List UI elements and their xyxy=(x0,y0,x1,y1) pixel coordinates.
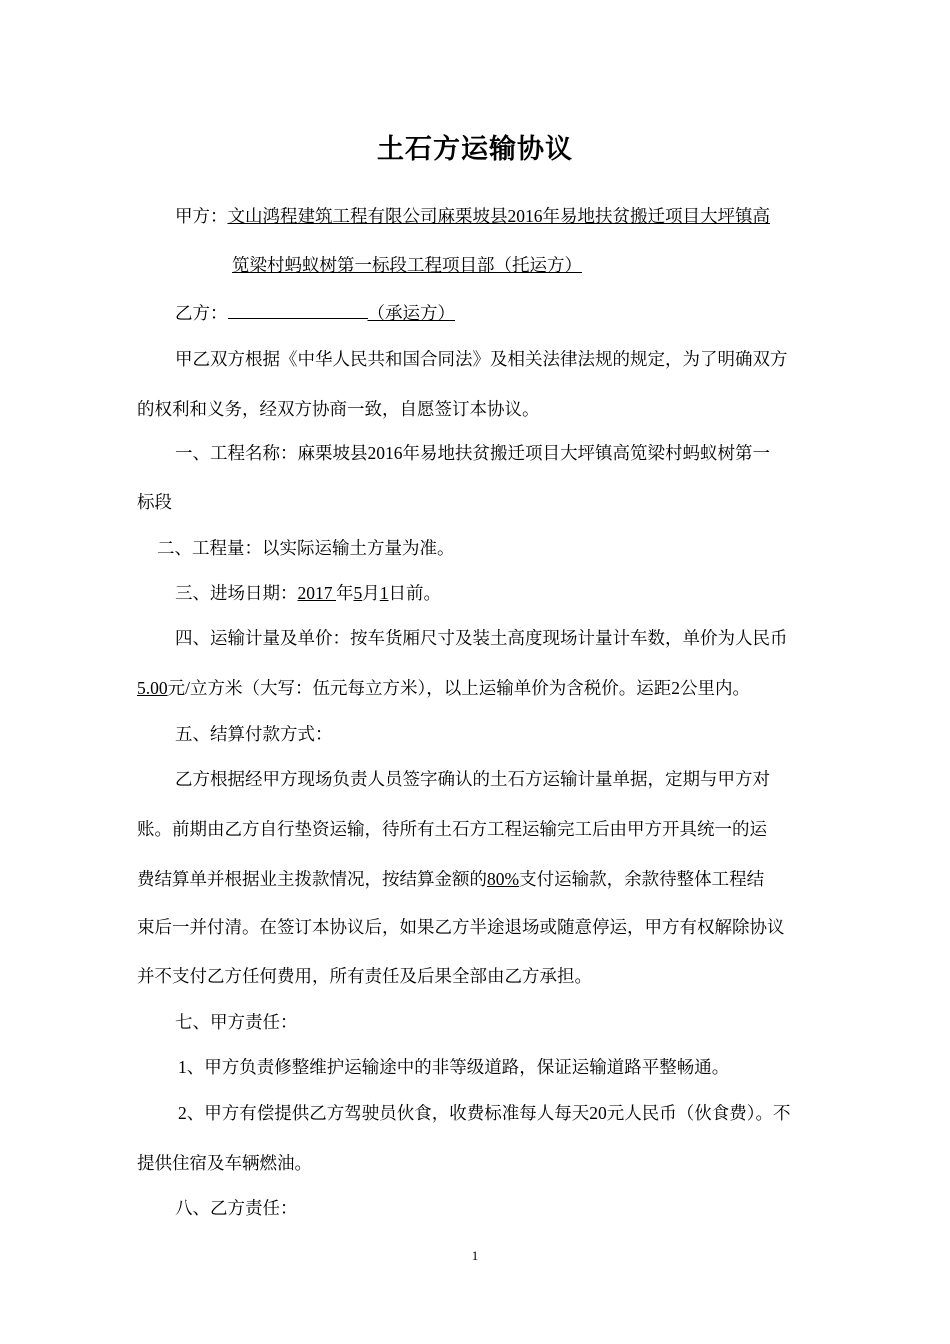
clause3-line xyxy=(175,581,441,605)
party-a-name: 文山鸿程建筑工程有限公司麻栗坡县2016年易地扶贫搬迁项目大坪镇高 xyxy=(227,206,770,226)
clause3-day: 1 xyxy=(379,583,389,603)
party-a-line2 xyxy=(232,253,582,277)
clause2-line: 二、工程量：以实际运输土方量为准。 xyxy=(157,538,455,558)
clause7-item2-line2: 提供住宿及车辆燃油。 xyxy=(137,1153,312,1173)
clause5-line2: 账。前期由乙方自行垫资运输，待所有土石方工程运输完工后由甲方开具统一的运 xyxy=(137,819,767,839)
intro-line1: 甲乙双方根据《中华人民共和国合同法》及相关法律法规的规定，为了明确双方 xyxy=(175,349,788,369)
document-title: 土石方运输协议 xyxy=(377,134,573,165)
clause5-line4: 束后一并付清。在签订本协议后，如果乙方半途退场或随意停运，甲方有权解除协议 xyxy=(137,917,785,937)
party-b-blank xyxy=(228,302,368,319)
party-b-label: 乙方： xyxy=(175,303,228,323)
clause7-item2-line1: 2、甲方有偿提供乙方驾驶员伙食，收费标准每人每天20元人民币（伙食费）。不 xyxy=(178,1103,791,1123)
clause5-percent: 80% xyxy=(487,869,520,889)
clause5-line3-pre: 费结算单并根据业主拨款情况，按结算金额的 xyxy=(137,869,487,889)
clause1-line2: 标段 xyxy=(137,492,172,512)
clause7-item1: 1、甲方负责修整维护运输途中的非等级道路，保证运输道路平整畅通。 xyxy=(178,1057,730,1077)
party-b-line xyxy=(175,301,455,325)
clause5-line1: 乙方根据经甲方现场负责人员签字确认的土石方运输计量单据，定期与甲方对 xyxy=(175,769,770,789)
party-a-name-cont: 笕梁村蚂蚁树第一标段工程项目部（托运方） xyxy=(232,255,582,275)
clause8-heading: 八、乙方责任： xyxy=(175,1198,298,1218)
clause4-line1: 四、运输计量及单价：按车货厢尺寸及装土高度现场计量计车数，单价为人民币 xyxy=(175,628,788,648)
clause4-line2 xyxy=(137,676,750,700)
party-b-role: （承运方） xyxy=(367,303,455,323)
intro-line2: 的权利和义务，经双方协商一致，自愿签订本协议。 xyxy=(137,399,540,419)
clause3-suffix: 日前。 xyxy=(388,583,442,603)
page-number: 1 xyxy=(471,1248,479,1263)
clause3-month-unit: 月 xyxy=(362,583,380,603)
clause1-line1: 一、工程名称：麻栗坡县2016年易地扶贫搬迁项目大坪镇高笕梁村蚂蚁树第一 xyxy=(175,443,770,463)
clause4-line2-rest: 元/立方米（大写：伍元每立方米），以上运输单价为含税价。运距2公里内。 xyxy=(167,678,750,698)
party-a-line1 xyxy=(175,204,770,228)
clause5-line3 xyxy=(137,867,764,891)
clause7-heading: 七、甲方责任： xyxy=(175,1012,298,1032)
party-a-label: 甲方： xyxy=(175,206,228,226)
clause5-line3-post: 支付运输款，余款待整体工程结 xyxy=(519,869,765,889)
clause5-line5: 并不支付乙方任何费用，所有责任及后果全部由乙方承担。 xyxy=(137,966,592,986)
clause3-month: 5 xyxy=(353,583,363,603)
clause4-price: 5.00 xyxy=(137,678,168,698)
clause3-year-unit: 年 xyxy=(336,583,354,603)
clause3-year: 2017 xyxy=(297,583,333,603)
clause3-prefix: 三、进场日期： xyxy=(175,583,298,603)
clause5-heading: 五、结算付款方式： xyxy=(175,724,333,744)
